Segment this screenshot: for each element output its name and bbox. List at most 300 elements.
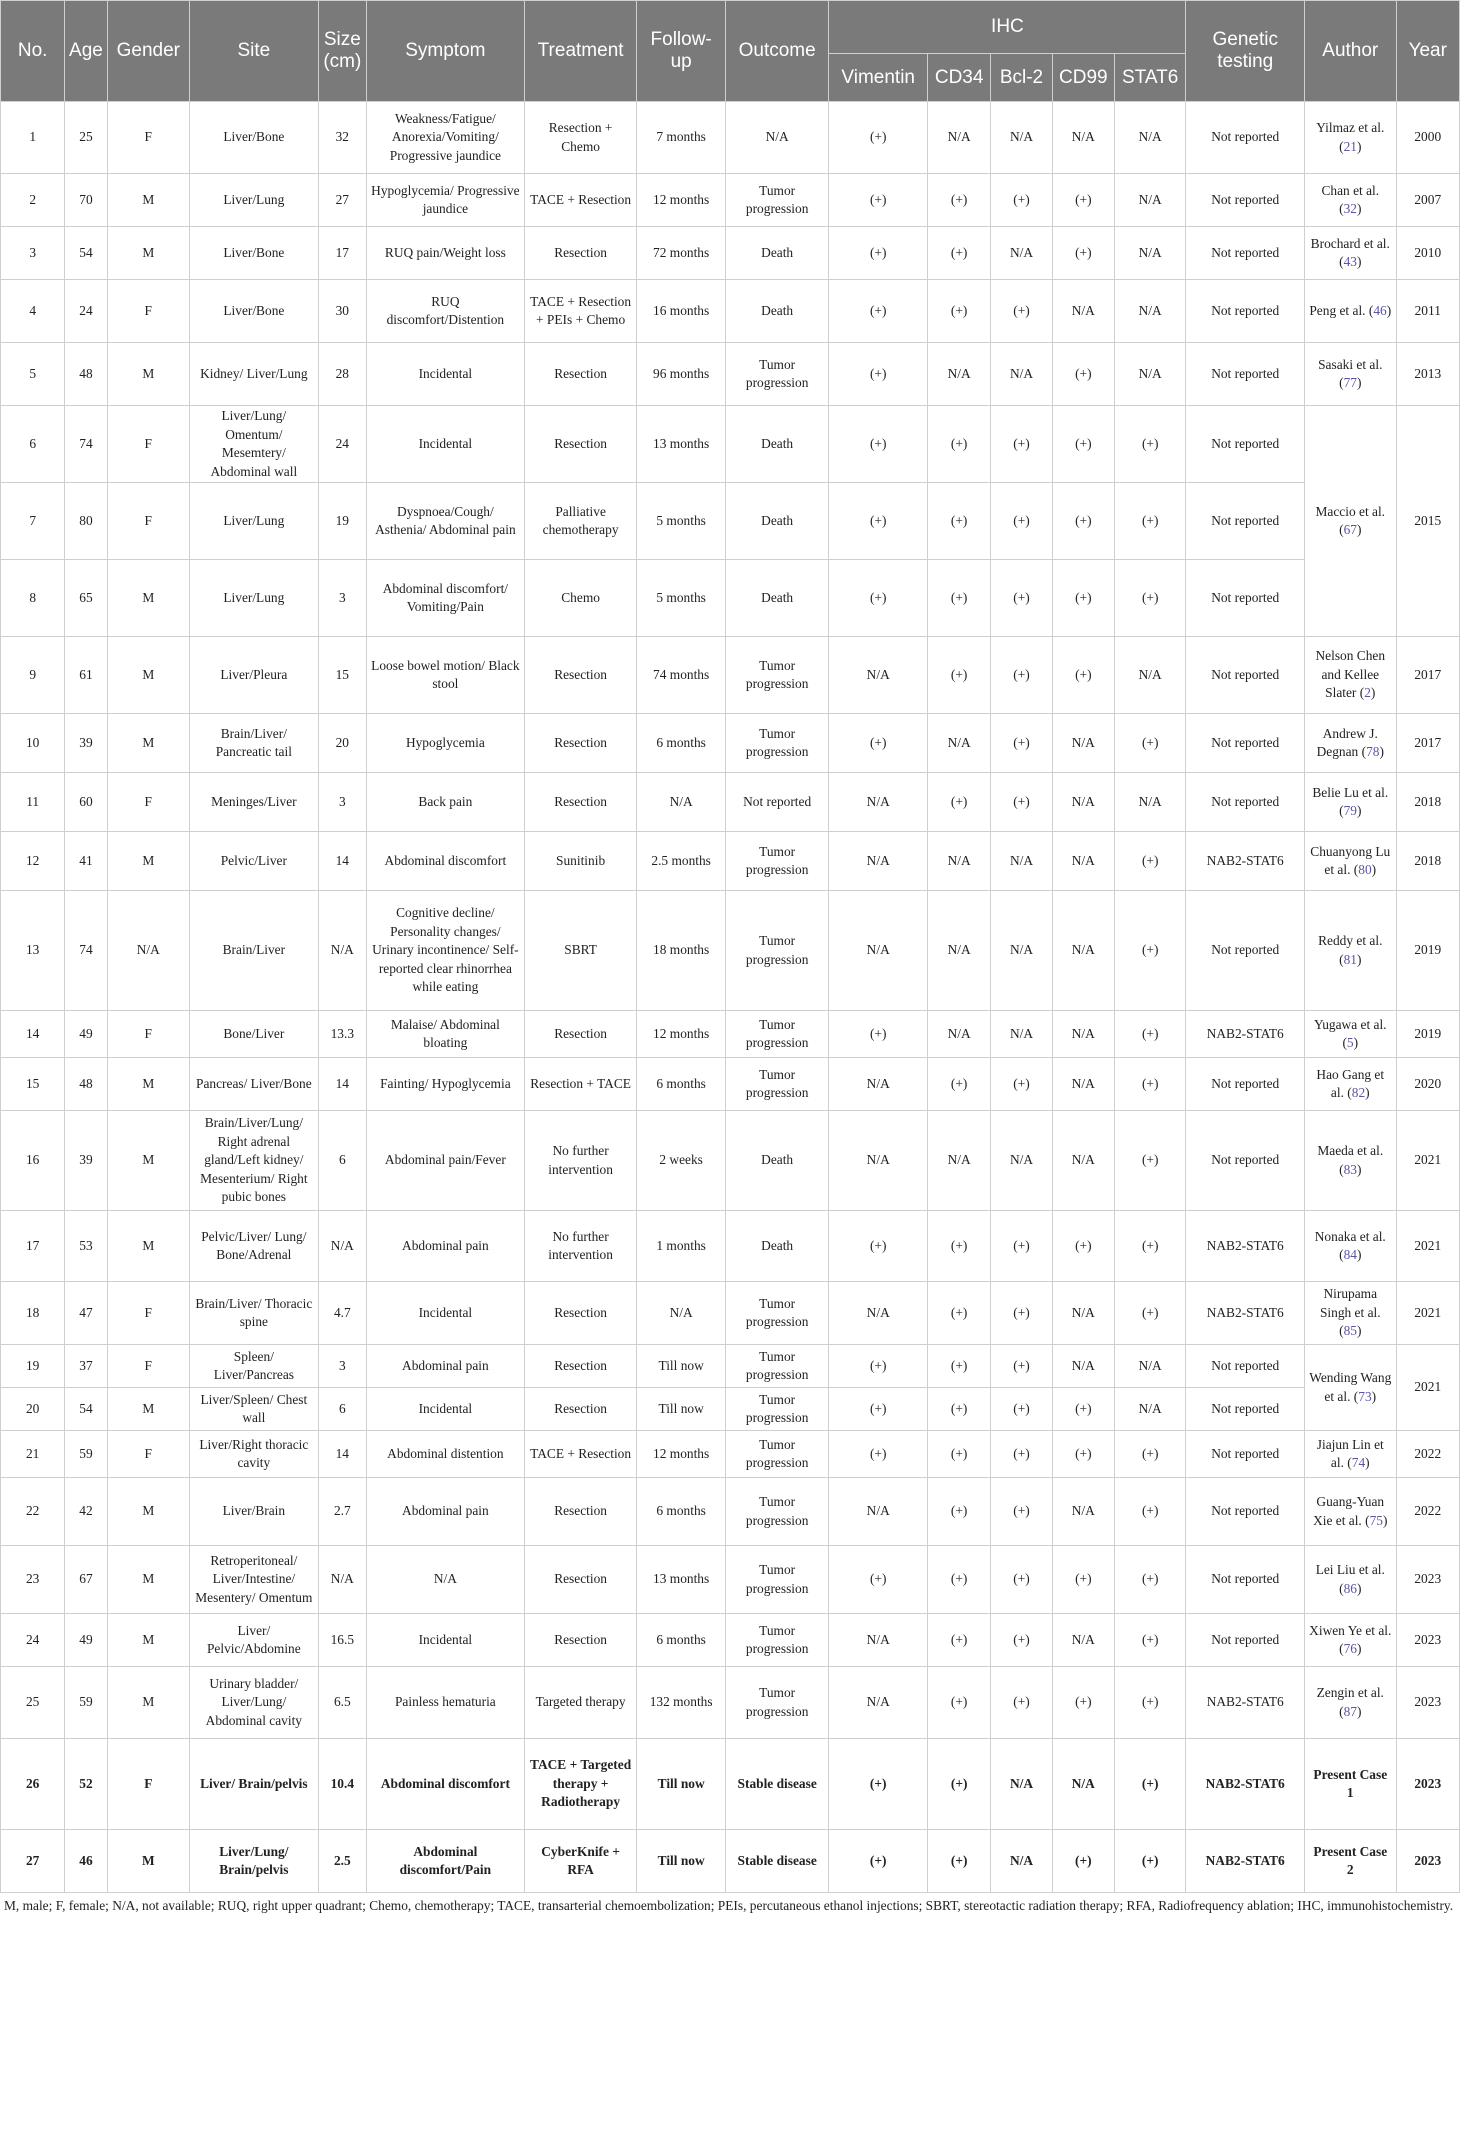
author-name: Belie Lu et al. <box>1312 784 1389 800</box>
cell-no: 16 <box>1 1111 65 1211</box>
cell-cd34: (+) <box>927 1058 990 1111</box>
cell-follow: Till now <box>637 1345 725 1388</box>
table-row <box>1 714 1460 773</box>
cell-cd34: N/A <box>927 891 990 1011</box>
cell-outcome: Tumor progression <box>725 1431 829 1478</box>
cell-author: Brochard et al. (43) <box>1305 227 1396 280</box>
cell-gender: M <box>107 1830 189 1893</box>
cell-bcl2: (+) <box>991 1282 1052 1345</box>
cell-year: 2010 <box>1396 227 1459 280</box>
col-bcl2: Bcl-2 <box>991 54 1052 102</box>
cell-no: 1 <box>1 102 65 174</box>
cell-bcl2: N/A <box>991 891 1052 1011</box>
cell-treatment: Palliative chemotherapy <box>524 483 637 560</box>
cell-bcl2: (+) <box>991 1431 1052 1478</box>
cell-size: 4.7 <box>318 1282 366 1345</box>
cell-follow: 6 months <box>637 1058 725 1111</box>
cell-size: 6 <box>318 1111 366 1211</box>
cell-cd34: (+) <box>927 1211 990 1282</box>
cell-cd34: (+) <box>927 1614 990 1667</box>
cell-site: Liver/Brain <box>190 1478 319 1546</box>
cell-gender: M <box>107 714 189 773</box>
cell-outcome: Tumor progression <box>725 1478 829 1546</box>
cell-no: 6 <box>1 406 65 483</box>
cell-vim: N/A <box>829 1614 928 1667</box>
cell-year: 2018 <box>1396 832 1459 891</box>
cell-treatment: Resection <box>524 1478 637 1546</box>
citation-link[interactable]: 32 <box>1343 201 1357 216</box>
cell-no: 21 <box>1 1431 65 1478</box>
cell-cd99: N/A <box>1052 1614 1114 1667</box>
col-gender: Gender <box>107 1 189 102</box>
citation-link[interactable]: 67 <box>1343 522 1357 537</box>
cell-author: Lei Liu et al. (86) <box>1305 1546 1396 1614</box>
cell-size: 10.4 <box>318 1739 366 1830</box>
citation-link[interactable]: 77 <box>1343 375 1357 390</box>
cell-outcome: Tumor progression <box>725 832 829 891</box>
cell-follow: 132 months <box>637 1667 725 1739</box>
cell-cd34: (+) <box>927 773 990 832</box>
cell-follow: 2 weeks <box>637 1111 725 1211</box>
cell-outcome: Death <box>725 406 829 483</box>
cell-gender: F <box>107 1345 189 1388</box>
citation-link[interactable]: 81 <box>1343 951 1357 967</box>
cell-follow: 5 months <box>637 560 725 637</box>
cell-vim: N/A <box>829 891 928 1011</box>
cell-age: 48 <box>65 343 107 406</box>
cell-stat6: N/A <box>1114 174 1185 227</box>
cell-treatment: TACE + Resection <box>524 174 637 227</box>
cell-genetic: NAB2-STAT6 <box>1186 1211 1305 1282</box>
author-name: Xiwen Ye et al. <box>1309 1622 1392 1638</box>
cell-outcome: Stable disease <box>725 1739 829 1830</box>
cell-site: Pancreas/ Liver/Bone <box>190 1058 319 1111</box>
cell-outcome: Tumor progression <box>725 1667 829 1739</box>
cell-bcl2: N/A <box>991 1111 1052 1211</box>
cell-size: 14 <box>318 1431 366 1478</box>
cell-cd34: (+) <box>927 1739 990 1830</box>
cell-symptom: Incidental <box>366 1614 524 1667</box>
cell-stat6: (+) <box>1114 406 1185 483</box>
table-row <box>1 1478 1460 1546</box>
cell-cd34: (+) <box>927 1546 990 1614</box>
cell-gender: M <box>107 1388 189 1431</box>
cell-genetic: Not reported <box>1186 637 1305 714</box>
cell-vim: N/A <box>829 832 928 891</box>
cell-gender: F <box>107 1282 189 1345</box>
cell-author: Jiajun Lin et al. (74) <box>1305 1431 1396 1478</box>
cell-treatment: No further intervention <box>524 1211 637 1282</box>
cell-age: 37 <box>65 1345 107 1388</box>
cell-treatment: Chemo <box>524 560 637 637</box>
cell-no: 24 <box>1 1614 65 1667</box>
cell-follow: 1 months <box>637 1211 725 1282</box>
cell-stat6: (+) <box>1114 1431 1185 1478</box>
cell-stat6: N/A <box>1114 773 1185 832</box>
cell-site: Brain/Liver/ Pancreatic tail <box>190 714 319 773</box>
cell-cd99: (+) <box>1052 1431 1114 1478</box>
cell-symptom: Abdominal pain/Fever <box>366 1111 524 1211</box>
cell-cd99: N/A <box>1052 1011 1114 1058</box>
cell-author: Maccio et al. (67) <box>1305 406 1396 637</box>
cell-site: Spleen/ Liver/Pancreas <box>190 1345 319 1388</box>
cell-year: 2013 <box>1396 343 1459 406</box>
cell-treatment: Resection <box>524 714 637 773</box>
table-row <box>1 1431 1460 1478</box>
col-author: Author <box>1305 1 1396 102</box>
cell-bcl2: (+) <box>991 773 1052 832</box>
author-name: Nelson Chen and Kellee Slater <box>1315 648 1386 701</box>
cell-site: Liver/ Pelvic/Abdomine <box>190 1614 319 1667</box>
citation-link[interactable]: 5 <box>1346 1035 1354 1050</box>
cell-year: 2021 <box>1396 1111 1459 1211</box>
cell-size: 30 <box>318 280 366 343</box>
cell-genetic: Not reported <box>1186 102 1305 174</box>
author-name: Hao Gang et al. <box>1316 1066 1385 1100</box>
author-name: Lei Liu et al. <box>1315 1562 1385 1577</box>
col-follow-up: Follow-up <box>637 1 725 102</box>
cell-cd99: (+) <box>1052 560 1114 637</box>
cell-gender: F <box>107 102 189 174</box>
cell-site: Liver/Right thoracic cavity <box>190 1431 319 1478</box>
cell-treatment: Resection <box>524 773 637 832</box>
cell-cd99: (+) <box>1052 1830 1114 1893</box>
citation-link[interactable]: 74 <box>1351 1455 1366 1470</box>
cell-genetic: Not reported <box>1186 280 1305 343</box>
cell-follow: 6 months <box>637 1614 725 1667</box>
cell-vim: (+) <box>829 483 928 560</box>
cell-no: 2 <box>1 174 65 227</box>
cell-vim: N/A <box>829 773 928 832</box>
cell-cd99: (+) <box>1052 1211 1114 1282</box>
cell-age: 74 <box>65 406 107 483</box>
cell-stat6: N/A <box>1114 227 1185 280</box>
table-row <box>1 1546 1460 1614</box>
cell-genetic: Not reported <box>1186 714 1305 773</box>
citation-link[interactable]: 76 <box>1343 1641 1357 1656</box>
cell-year: 2019 <box>1396 891 1459 1011</box>
citation-link[interactable]: 84 <box>1343 1247 1357 1262</box>
table-footnote: M, male; F, female; N/A, not available; RUQ, right upper quadrant; Chemo, chemotherapy; TACE, transarterial chemoembolization; PEIs, percutaneous ethanol injections; SBRT, stereotactic radiation therapy; RFA, Radiofrequency ablation; IHC, immunohistochemistry. <box>4 1898 1454 1913</box>
col-year: Year <box>1396 1 1459 102</box>
cell-genetic: Not reported <box>1186 227 1305 280</box>
cell-outcome: Death <box>725 560 829 637</box>
cell-treatment: Resection <box>524 1282 637 1345</box>
cell-site: Brain/Liver/ Thoracic spine <box>190 1282 319 1345</box>
cell-cd99: N/A <box>1052 891 1114 1011</box>
table-row <box>1 1011 1460 1058</box>
cell-site: Liver/Spleen/ Chest wall <box>190 1388 319 1431</box>
author-name: Nonaka et al. <box>1314 1228 1386 1244</box>
cell-author <box>1305 1830 1396 1893</box>
cell-no: 4 <box>1 280 65 343</box>
cell-outcome: Tumor progression <box>725 637 829 714</box>
cell-follow: N/A <box>637 773 725 832</box>
cell-symptom: Abdominal discomfort/ Vomiting/Pain <box>366 560 524 637</box>
cell-site: Liver/Bone <box>190 102 319 174</box>
cell-age: 49 <box>65 1011 107 1058</box>
cell-size: 2.5 <box>318 1830 366 1893</box>
cell-gender: M <box>107 1667 189 1739</box>
cell-cd34: (+) <box>927 1388 990 1431</box>
citation-link[interactable]: 2 <box>1364 685 1371 701</box>
cell-cd34: (+) <box>927 637 990 714</box>
cell-no: 27 <box>1 1830 65 1893</box>
cell-author: Hao Gang et al. (82) <box>1305 1058 1396 1111</box>
cell-cd99: (+) <box>1052 406 1114 483</box>
cell-vim: (+) <box>829 1431 928 1478</box>
cell-outcome: Not reported <box>725 773 829 832</box>
cell-follow: 2.5 months <box>637 832 725 891</box>
cell-year: 2021 <box>1396 1345 1459 1431</box>
cell-genetic: Not reported <box>1186 1546 1305 1614</box>
cell-age: 52 <box>65 1739 107 1830</box>
citation-link[interactable]: 87 <box>1343 1703 1357 1719</box>
cell-size: 3 <box>318 773 366 832</box>
citation-link[interactable]: 46 <box>1373 302 1387 318</box>
cell-vim: (+) <box>829 714 928 773</box>
cell-cd99: (+) <box>1052 637 1114 714</box>
cell-treatment: Resection <box>524 1345 637 1388</box>
cell-author: Yugawa et al. (5) <box>1305 1011 1396 1058</box>
cell-site: Liver/Bone <box>190 227 319 280</box>
cell-age: 59 <box>65 1431 107 1478</box>
cell-symptom: Fainting/ Hypoglycemia <box>366 1058 524 1111</box>
cell-cd34: (+) <box>927 174 990 227</box>
cell-cd99: N/A <box>1052 773 1114 832</box>
table-row <box>1 1058 1460 1111</box>
cell-outcome: Death <box>725 1111 829 1211</box>
cell-year: 2023 <box>1396 1546 1459 1614</box>
cell-stat6: (+) <box>1114 1546 1185 1614</box>
cell-age: 48 <box>65 1058 107 1111</box>
cell-author: Andrew J. Degnan (78) <box>1305 714 1396 773</box>
citation-link[interactable]: 75 <box>1369 1512 1383 1528</box>
cell-site: Liver/Lung <box>190 174 319 227</box>
cell-gender: M <box>107 1614 189 1667</box>
cell-treatment: SBRT <box>524 891 637 1011</box>
author-name: Present Case 2 <box>1313 1843 1388 1877</box>
cell-vim: (+) <box>829 1739 928 1830</box>
col-treatment: Treatment <box>524 1 637 102</box>
cell-cd99: (+) <box>1052 1388 1114 1431</box>
cell-outcome: Tumor progression <box>725 1614 829 1667</box>
col-cd34: CD34 <box>927 54 990 102</box>
cell-outcome: Tumor progression <box>725 1058 829 1111</box>
cell-vim: (+) <box>829 406 928 483</box>
cell-age: 74 <box>65 891 107 1011</box>
cell-cd34: (+) <box>927 1282 990 1345</box>
cell-stat6: (+) <box>1114 1058 1185 1111</box>
cell-size: 32 <box>318 102 366 174</box>
col-no: No. <box>1 1 65 102</box>
cell-genetic: Not reported <box>1186 891 1305 1011</box>
cell-symptom: Hypoglycemia <box>366 714 524 773</box>
cell-treatment: Resection <box>524 406 637 483</box>
cell-stat6: (+) <box>1114 1282 1185 1345</box>
cell-treatment: CyberKnife + RFA <box>524 1830 637 1893</box>
cell-no: 23 <box>1 1546 65 1614</box>
cell-year: 2023 <box>1396 1667 1459 1739</box>
cell-cd34: N/A <box>927 1111 990 1211</box>
cell-symptom: Hypoglycemia/ Progressive jaundice <box>366 174 524 227</box>
cell-gender: M <box>107 1478 189 1546</box>
cell-size: 6.5 <box>318 1667 366 1739</box>
cell-author: Yilmaz et al. (21) <box>1305 102 1396 174</box>
cell-no: 12 <box>1 832 65 891</box>
cell-author: Zengin et al. (87) <box>1305 1667 1396 1739</box>
table-row <box>1 1388 1460 1431</box>
table-body <box>1 102 1460 1893</box>
cell-size: 14 <box>318 832 366 891</box>
cell-size: N/A <box>318 891 366 1011</box>
cell-follow: Till now <box>637 1830 725 1893</box>
cell-no: 8 <box>1 560 65 637</box>
cell-bcl2: (+) <box>991 1478 1052 1546</box>
cell-author: Nirupama Singh et al. (85) <box>1305 1282 1396 1345</box>
citation-link[interactable]: 43 <box>1343 254 1357 269</box>
cell-site: Liver/Lung/ Brain/pelvis <box>190 1830 319 1893</box>
cell-size: 19 <box>318 483 366 560</box>
cell-bcl2: N/A <box>991 832 1052 891</box>
cell-stat6: (+) <box>1114 1211 1185 1282</box>
cell-size: 27 <box>318 174 366 227</box>
cell-bcl2: (+) <box>991 714 1052 773</box>
cell-vim: N/A <box>829 1478 928 1546</box>
citation-link[interactable]: 80 <box>1358 862 1372 877</box>
cell-no: 14 <box>1 1011 65 1058</box>
cell-treatment: Resection <box>524 1546 637 1614</box>
cell-gender: M <box>107 174 189 227</box>
cell-outcome: Tumor progression <box>725 1282 829 1345</box>
cell-genetic: Not reported <box>1186 773 1305 832</box>
cell-gender: M <box>107 1546 189 1614</box>
cell-site: Kidney/ Liver/Lung <box>190 343 319 406</box>
cell-follow: N/A <box>637 1282 725 1345</box>
cell-year: 2023 <box>1396 1614 1459 1667</box>
cell-cd34: (+) <box>927 483 990 560</box>
cell-vim: N/A <box>829 1282 928 1345</box>
cell-no: 17 <box>1 1211 65 1282</box>
cell-vim: (+) <box>829 1546 928 1614</box>
cell-symptom: Incidental <box>366 406 524 483</box>
cell-gender: M <box>107 637 189 714</box>
cell-genetic: Not reported <box>1186 174 1305 227</box>
cell-follow: Till now <box>637 1739 725 1830</box>
citation-link[interactable]: 78 <box>1366 744 1380 759</box>
cell-cd34: (+) <box>927 1345 990 1388</box>
table-row <box>1 343 1460 406</box>
col-age: Age <box>65 1 107 102</box>
cell-site: Urinary bladder/ Liver/Lung/ Abdominal cavity <box>190 1667 319 1739</box>
cell-gender: M <box>107 343 189 406</box>
cell-no: 19 <box>1 1345 65 1388</box>
cell-cd34: (+) <box>927 406 990 483</box>
cell-bcl2: N/A <box>991 102 1052 174</box>
cell-site: Pelvic/Liver <box>190 832 319 891</box>
cell-follow: 5 months <box>637 483 725 560</box>
cell-size: 6 <box>318 1388 366 1431</box>
cell-stat6: (+) <box>1114 483 1185 560</box>
table-row <box>1 891 1460 1011</box>
table-row <box>1 1111 1460 1211</box>
cell-follow: 12 months <box>637 174 725 227</box>
cell-year: 2019 <box>1396 1011 1459 1058</box>
citation-link[interactable]: 83 <box>1343 1161 1357 1177</box>
cell-outcome: Tumor progression <box>725 174 829 227</box>
cell-stat6: N/A <box>1114 1345 1185 1388</box>
cell-size: N/A <box>318 1546 366 1614</box>
citation-link[interactable]: 86 <box>1343 1580 1357 1596</box>
cell-age: 65 <box>65 560 107 637</box>
cell-vim: (+) <box>829 343 928 406</box>
cell-author: Nonaka et al. (84) <box>1305 1211 1396 1282</box>
col-ihc: IHC <box>829 1 1186 54</box>
cell-follow: Till now <box>637 1388 725 1431</box>
table-row <box>1 560 1460 637</box>
cell-size: 28 <box>318 343 366 406</box>
cell-treatment: Resection + TACE <box>524 1058 637 1111</box>
cell-age: 54 <box>65 227 107 280</box>
author-name: Jiajun Lin et al. <box>1316 1436 1384 1470</box>
cell-cd99: N/A <box>1052 714 1114 773</box>
cell-cd99: N/A <box>1052 832 1114 891</box>
citation-link[interactable]: 85 <box>1343 1323 1357 1339</box>
col-outcome: Outcome <box>725 1 829 102</box>
citation-link[interactable]: 73 <box>1358 1388 1372 1404</box>
cell-no: 25 <box>1 1667 65 1739</box>
cell-vim: (+) <box>829 1345 928 1388</box>
table-row <box>1 227 1460 280</box>
cell-symptom: Malaise/ Abdominal bloating <box>366 1011 524 1058</box>
cell-author: Chan et al. (32) <box>1305 174 1396 227</box>
cell-follow: 6 months <box>637 1478 725 1546</box>
author-name: Zengin et al. <box>1316 1685 1384 1700</box>
citation-link[interactable]: 82 <box>1351 1085 1366 1100</box>
cell-no: 18 <box>1 1282 65 1345</box>
col-size: Size (cm) <box>318 1 366 102</box>
cell-site: Pelvic/Liver/ Lung/ Bone/Adrenal <box>190 1211 319 1282</box>
citation-link[interactable]: 21 <box>1343 138 1357 154</box>
cell-no: 10 <box>1 714 65 773</box>
cell-bcl2: (+) <box>991 1058 1052 1111</box>
cell-no: 13 <box>1 891 65 1011</box>
cell-cd99: N/A <box>1052 1058 1114 1111</box>
cell-follow: 7 months <box>637 102 725 174</box>
cell-outcome: Tumor progression <box>725 714 829 773</box>
table-row <box>1 483 1460 560</box>
cell-size: 3 <box>318 560 366 637</box>
cell-follow: 13 months <box>637 1546 725 1614</box>
cell-cd34: N/A <box>927 714 990 773</box>
cell-bcl2: (+) <box>991 483 1052 560</box>
cell-genetic: Not reported <box>1186 343 1305 406</box>
cell-genetic: NAB2-STAT6 <box>1186 1282 1305 1345</box>
cell-cd99: N/A <box>1052 1478 1114 1546</box>
author-name: Chan et al. <box>1321 182 1380 198</box>
cell-size: 20 <box>318 714 366 773</box>
citation-link[interactable]: 79 <box>1343 803 1357 818</box>
cell-symptom: Abdominal discomfort/Pain <box>366 1830 524 1893</box>
cell-genetic: Not reported <box>1186 1431 1305 1478</box>
cell-vim: (+) <box>829 560 928 637</box>
cell-genetic: NAB2-STAT6 <box>1186 1011 1305 1058</box>
cell-cd34: N/A <box>927 343 990 406</box>
cell-bcl2: (+) <box>991 1345 1052 1388</box>
cell-site: Liver/Lung/ Omentum/ Mesemtery/ Abdominal wall <box>190 406 319 483</box>
cell-cd34: (+) <box>927 280 990 343</box>
cell-cd99: (+) <box>1052 483 1114 560</box>
